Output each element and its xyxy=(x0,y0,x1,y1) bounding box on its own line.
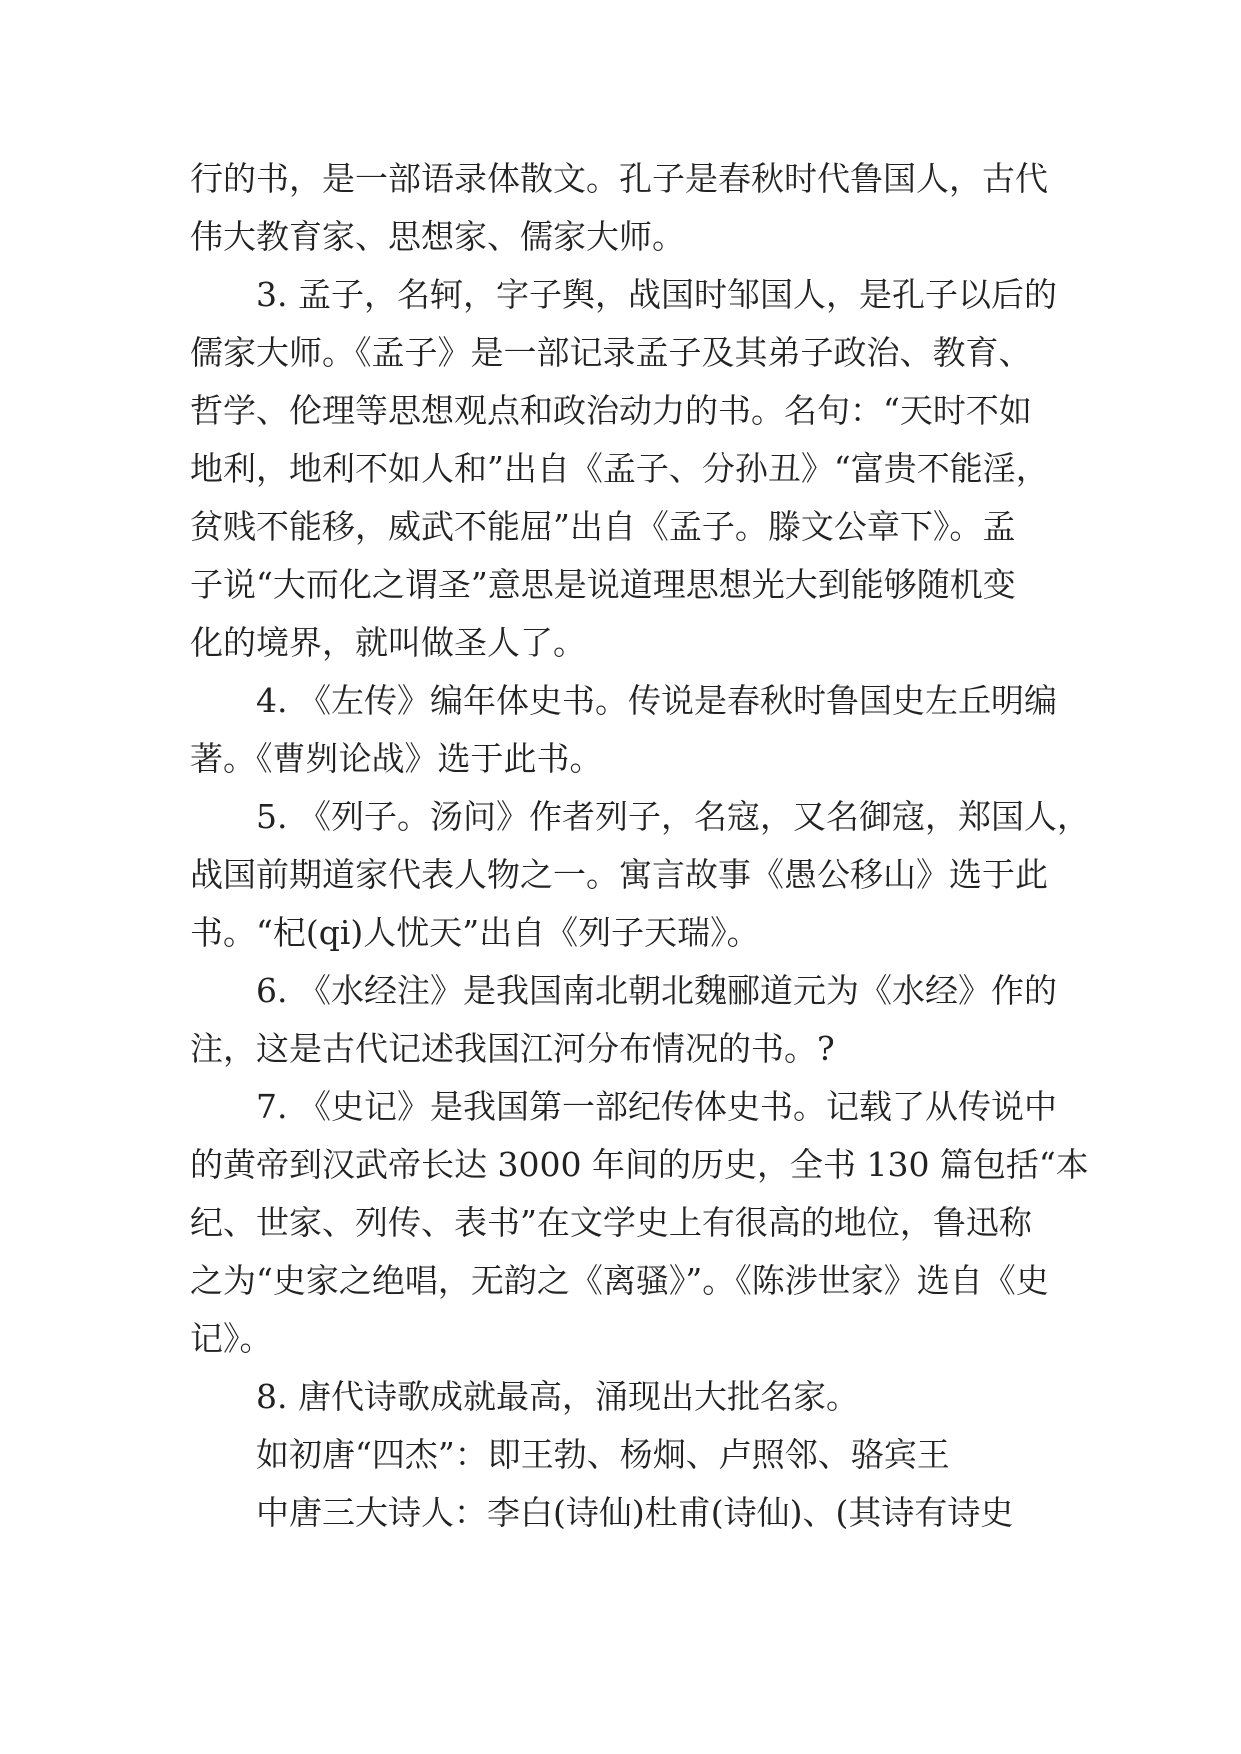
text-line: 哲学、伦理等思想观点和政治动力的书。名句：“天时不如 xyxy=(190,391,1032,430)
document-body xyxy=(190,150,1090,1542)
text-line: 儒家大师。《孟子》是一部记录孟子及其弟子政治、教育、 xyxy=(190,333,1032,372)
text-line: 4. 《左传》编年体史书。传说是春秋时鲁国史左丘明编 xyxy=(256,681,1057,720)
text-line: 地利，地利不如人和”出自《孟子、分孙丑》“富贵不能淫， xyxy=(190,449,1049,488)
text-line: 子说“大而化之谓圣”意思是说道理思想光大到能够随机变 xyxy=(190,565,1016,604)
text-line: 贫贱不能移，威武不能屈”出自《孟子。滕文公章下》。孟 xyxy=(190,507,1016,546)
text-line: 6. 《水经注》是我国南北朝北魏郦道元为《水经》作的 xyxy=(256,971,1057,1010)
text-line: 书。“杞(qi)人忧天”出自《列子天瑞》。 xyxy=(190,913,760,952)
text-line: 的黄帝到汉武帝长达 3000 年间的历史，全书 130 篇包括“本 xyxy=(190,1145,1089,1184)
text-line: 战国前期道家代表人物之一。寓言故事《愚公移山》选于此 xyxy=(190,855,1048,894)
text-line: 化的境界，就叫做圣人了。 xyxy=(190,623,586,662)
text-line: 如初唐“四杰”：即王勃、杨炯、卢照邻、骆宾王 xyxy=(256,1435,950,1474)
text-line: 注，这是古代记述我国江河分布情况的书。? xyxy=(190,1029,835,1068)
text-line: 7. 《史记》是我国第一部纪传体史书。记载了从传说中 xyxy=(256,1087,1057,1126)
text-line: 行的书，是一部语录体散文。孔子是春秋时代鲁国人，古代 xyxy=(190,159,1048,198)
text-line: 著。《曹刿论战》选于此书。 xyxy=(190,739,603,778)
text-line: 中唐三大诗人：李白(诗仙)杜甫(诗仙)、(其诗有诗史 xyxy=(256,1493,1014,1532)
text-line: 纪、世家、列传、表书”在文学史上有很高的地位，鲁迅称 xyxy=(190,1203,1032,1242)
text-line: 记》。 xyxy=(190,1319,273,1358)
text-line: 之为“史家之绝唱，无韵之《离骚》”。《陈涉世家》选自《史 xyxy=(190,1261,1049,1300)
text-line: 3. 孟子，名轲，字子舆，战国时邹国人，是孔子以后的 xyxy=(256,275,1057,314)
text-line: 伟大教育家、思想家、儒家大师。 xyxy=(190,217,685,256)
text-line: 8. 唐代诗歌成就最高，涌现出大批名家。 xyxy=(256,1377,859,1416)
text-line: 5. 《列子。汤问》作者列子，名寇，又名御寇，郑国人， xyxy=(256,797,1090,836)
